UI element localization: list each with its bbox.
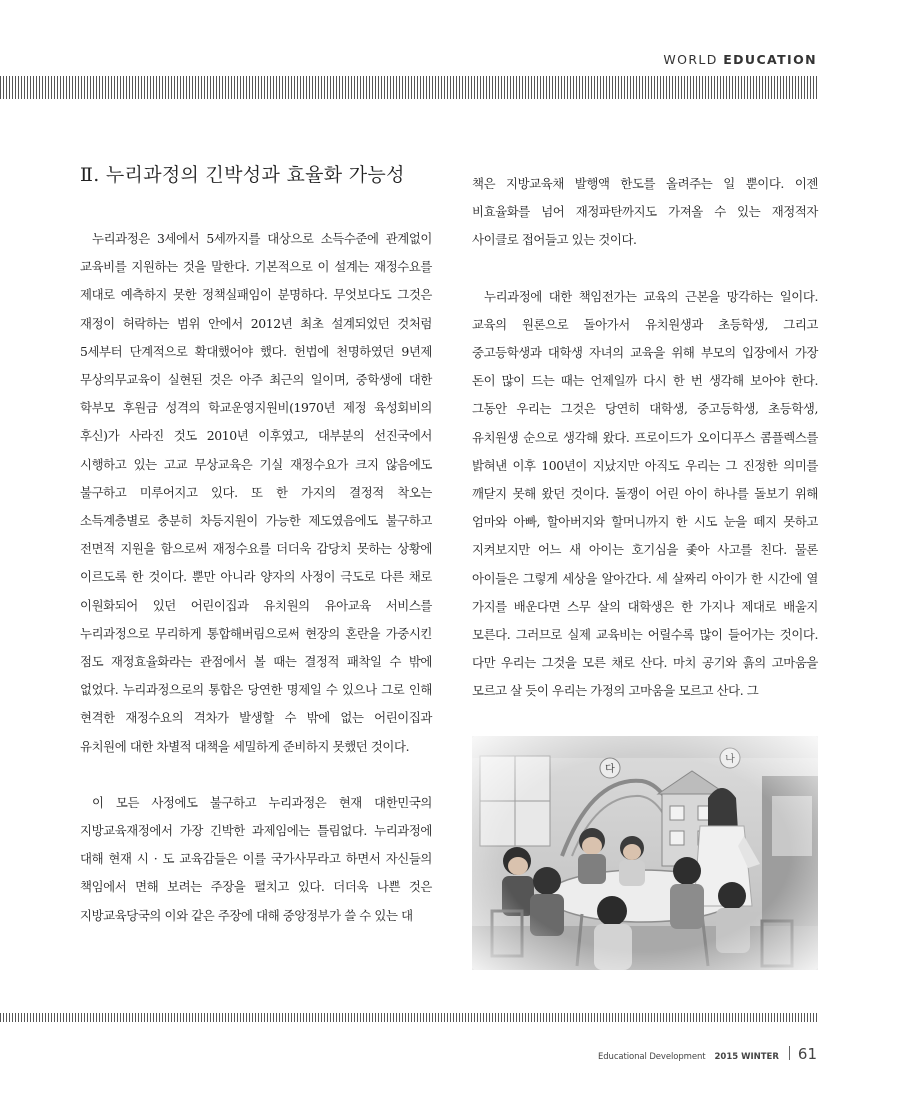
page-footer bbox=[598, 1046, 817, 1062]
section-label-bold: EDUCATION bbox=[723, 52, 817, 67]
issue-season: 2015 WINTER bbox=[714, 1052, 779, 1062]
section-title: Ⅱ. 누리과정의 긴박성과 효율화 가능성 bbox=[80, 164, 405, 186]
section-label-light: WORLD bbox=[663, 52, 718, 67]
left-paragraph-2: 이 모든 사정에도 불구하고 누리과정은 현재 대한민국의 지방교육재정에서 가장 긴박한 과제임에는 틀림없다. 누리과정에 대해 현재 시 · 도 교육감들은 이를 국가사무라고 하면서 자신들의 책임에서 면해 보려는 주장을 펼치고 있다. 더더욱 나쁜 것은 지방교육당국의 이와 같은 주장에 대해 중앙정부가 쓸 수 있는 대 bbox=[80, 794, 432, 923]
left-paragraph-1: 누리과정은 3세에서 5세까지를 대상으로 소득수준에 관계없이 교육비를 지원하는 것을 말한다. 기본적으로 이 설계는 재정수요를 제대로 예측하지 못한 정책실패임이 분명하다. 무엇보다도 그것은 재정이 허락하는 범위 안에서 2012년 최초 설계되었던 것처럼 5세부터 단계적으로 확대했어야 했다. 헌법에 천명하였던 9년제 무상의무교육이 실현된 것은 아주 최근의 일이며, 중학생에 대한 학부모 후원금 성격의 학교운영지원비(1970년 제정 육성회비의 후신)가 사라진 것도 2010년 이후였고, 대부분의 선진국에서 시행하고 있는 고교 무상교육은 기실 재정수요가 크지 않음에도 불구하고 미루어지고 있다. 또 한 가지의 결정적 착오는 소득계층별로 충분히 차등지원이 가능한 제도였음에도 불구하고 전면적 지원을 함으로써 재정수요를 더더욱 감당치 못하는 상황에 이르도록 한 것이다. 뿐만 아니라 양자의 사정이 극도로 다른 채로 이원화되어 있던 어린이집과 유치원의 유아교육 서비스를 누리과정으로 무리하게 통합해버림으로써 현장의 혼란을 가중시킨 점도 재정효율화라는 관점에서 볼 때는 결정적 패착일 수 밖에 없었다. 누리과정으로의 통합은 당연한 명제일 수 있으나 그로 인해 현격한 재정수요의 격차가 발생할 수 밖에 없는 어린이집과 유치원에 대한 차별적 대책을 세밀하게 준비하지 못했던 것이다. bbox=[80, 231, 432, 754]
section-label bbox=[663, 52, 817, 67]
right-column bbox=[472, 170, 818, 706]
right-paragraph-2: 누리과정에 대한 책임전가는 교육의 근본을 망각하는 일이다. 교육의 원론으로 돌아가서 유치원생과 초등학생, 그리고 중고등학생과 대학생 자녀의 교육을 위해 부모의 입장에서 가장 돈이 많이 드는 때는 언제일까 다시 한 번 생각해 보아야 한다. 그동안 우리는 그것은 당연히 대학생, 중고등학생, 초등학생, 유치원생 순으로 생각해 왔다. 프로이드가 오이디푸스 콤플렉스를 밝혀낸 이후 100년이 지났지만 아직도 우리는 그 진정한 의미를 깨닫지 못해 왔던 것이다. 돌쟁이 어린 아이 하나를 돌보기 위해 엄마와 아빠, 할아버지와 할머니까지 한 시도 눈을 떼지 못하고 지켜보지만 어느 새 아이는 호기심을 좇아 사고를 친다. 물론 아이들은 그렇게 세상을 알아간다. 세 살짜리 아이가 한 시간에 열 가지를 배운다면 스무 살의 대학생은 한 가지나 제대로 배울지 모른다. 그러므로 실제 교육비는 어릴수록 많이 들어가는 것이다. 다만 우리는 그것을 모른 채로 산다. 마치 공기와 흙의 고마움을 모르고 살 듯이 우리는 가정의 고마움을 모르고 산다. 그 bbox=[472, 288, 818, 699]
classroom-photo bbox=[472, 736, 818, 970]
top-stripe-bar bbox=[0, 76, 818, 99]
bottom-stripe-bar bbox=[0, 1013, 818, 1022]
page-number: 61 bbox=[797, 1045, 817, 1063]
left-column bbox=[80, 225, 432, 930]
footer-divider bbox=[789, 1046, 790, 1060]
right-paragraph-1: 책은 지방교육채 발행액 한도를 올려주는 일 뿐이다. 이젠 비효율화를 넘어 재정파탄까지도 가져올 수 있는 재정적자 사이클로 접어들고 있는 것이다. bbox=[472, 176, 818, 248]
journal-name: Educational Development bbox=[597, 1052, 706, 1062]
